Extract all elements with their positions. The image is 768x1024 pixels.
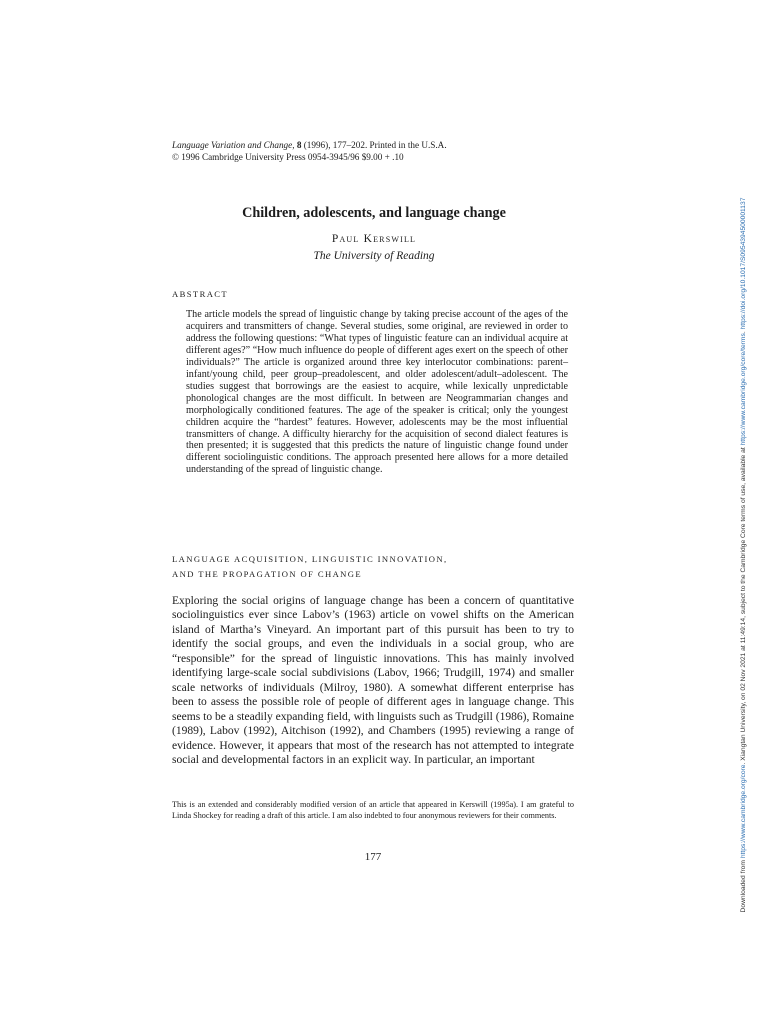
download-separator: . bbox=[740, 329, 747, 334]
download-prefix: Downloaded from bbox=[740, 858, 747, 913]
download-middle-text: . Xiangtan University, on 02 Nov 2021 at 11:49:14, subject to the Cambridge Core terms of use, available at bbox=[740, 445, 747, 765]
abstract-heading: ABSTRACT bbox=[172, 289, 229, 299]
terms-link[interactable]: https://www.cambridge.org/core/terms bbox=[740, 333, 747, 446]
page-number: 177 bbox=[364, 851, 382, 863]
doi-link[interactable]: https://doi.org/10.1017/S0954394500001137 bbox=[740, 197, 747, 330]
journal-citation-header bbox=[172, 139, 572, 163]
cambridge-core-link[interactable]: https://www.cambridge.org/core bbox=[740, 764, 747, 859]
abstract-text: The article models the spread of linguistic change by taking precise account of the ages of the acquirers and transmitters of change. Several studies, some original, are reviewed in order to address the following questions: “What types of linguistic feature can an individual acquire at different ages?” “How much influence do people of different ages exert on the speech of other individuals?” The article is organized around three key interlocutor combinations: parent–infant/young child, peer group–preadolescent, and older adolescent/adult–adolescent. The studies suggest that borrowings are the easiest to acquire, while lexically unpredictable phonological changes are the most difficult. In between are Neogrammarian changes and morphologically conditioned features. The age of the speaker is critical; only the youngest children acquire the “hardest” features. However, adolescents may be the most influential transmitters of change. A difficulty hierarchy for the acquisition of second dialect features is then presented; it is suggested that this predicts the nature of linguistic change found under different sociolinguistic conditions. The approach presented here allows for a more detailed understanding of the spread of linguistic change. bbox=[186, 309, 568, 476]
footnote: This is an extended and considerably modified version of an article that appeared in Kerswill (1995a). I am grateful to Linda Shockey for reading a draft of this article. I am also indebted to four anonymous reviewers for their comments. bbox=[172, 800, 574, 820]
citation-details: (1996), 177–202. Printed in the U.S.A. bbox=[303, 140, 447, 150]
section-heading bbox=[172, 552, 572, 582]
section-heading-line-1: LANGUAGE ACQUISITION, LINGUISTIC INNOVATION, bbox=[172, 554, 448, 564]
author-affiliation: The University of Reading bbox=[313, 250, 435, 262]
citation-line bbox=[172, 139, 572, 151]
journal-name: Language Variation and Change, bbox=[172, 140, 295, 150]
body-paragraph: Exploring the social origins of language change has been a concern of quantitative sociolinguistics ever since Labov’s (1963) article on vowel shifts on the American island of Martha’s Vineyard. An important part of this pursuit has been to try to identify the social groups, and even the individuals in a social group, who are “responsible” for the spread of linguistic innovations. This has mainly involved identifying large-scale social subdivisions (Labov, 1966; Trudgill, 1974) and smaller scale networks of individuals (Milroy, 1980). A somewhat different enterprise has been to assess the possible role of people of different ages in language change. This seems to be a steadily expanding field, with linguists such as Trudgill (1986), Romaine (1989), Labov (1992), Aitchison (1992), and Chambers (1995) reviewing a range of evidence. However, it appears that most of the research has not attempted to integrate social and developmental factors in an explicit way. In particular, an important bbox=[172, 595, 574, 766]
article-title: Children, adolescents, and language change bbox=[242, 205, 506, 221]
journal-volume: 8 bbox=[296, 140, 302, 150]
section-heading-line-2: AND THE PROPAGATION OF CHANGE bbox=[172, 569, 363, 579]
author-name: Paul Kerswill bbox=[331, 233, 417, 245]
download-notice bbox=[738, 130, 750, 980]
copyright-line: © 1996 Cambridge University Press 0954-3945/96 $9.00 + .10 bbox=[172, 152, 404, 162]
